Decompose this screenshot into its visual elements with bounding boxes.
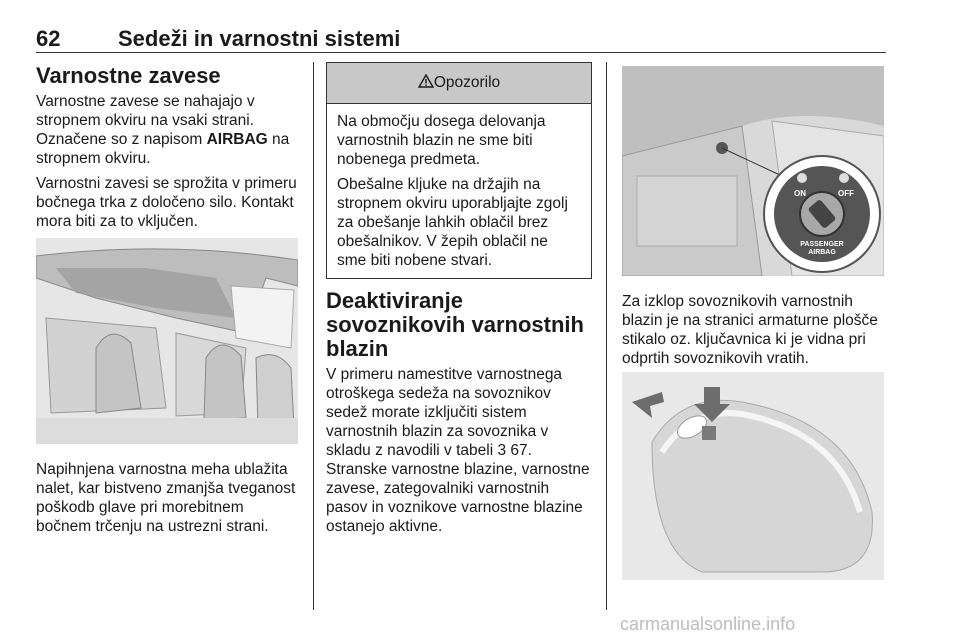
warning-title: Opozorilo [433,74,501,91]
column-2 [326,62,592,542]
warning-paragraph-1: Na območju dosega delovanja varnostnih blazin ne sme biti nobenega predmeta. [337,113,546,168]
column-divider-1 [313,62,314,610]
key-illustration [622,372,884,580]
page-number: 62 [36,26,61,51]
column-1 [36,58,302,237]
warning-triangle-icon [418,74,434,88]
airbag-switch-illustration [622,66,884,276]
switch-airbag-label: AIRBAG [808,249,836,256]
section-heading-curtains: Varnostne zavese [36,63,221,88]
column-3 [622,292,890,374]
paragraph-deactivation: V primeru namestitve varnostnega otroškega sedeža na sovoznikov sedež morate izključiti sistem varnostnih blazin za sovoznika v skladu z navodili v tabeli 3 67. Stranske varnostne blazine, varnostne zavese, zategovalniki varnostnih pasov in voznikove varnostne blazine ostanejo aktivne. [326,366,590,535]
paragraph-curtains-location: Varnostne zavese se nahajajo v stropnem okviru na vsaki strani. Označene so z napisom AIRBAG na stropnem okviru. [36,93,290,167]
illustration-caption: Napihnjena varnostna meha ublažita nalet, kar bistveno zmanjša tveganost poškodb glave pri morebitnem bočnem trčenju na ustrezni strani. [36,461,296,535]
curtain-airbag-illustration [36,238,298,444]
switch-off-label: OFF [838,189,854,198]
paragraph-switch-location: Za izklop sovoznikovih varnostnih blazin je na stranici armaturne plošče stikalo oz. ključavnica ki je vidna pri odprtih sovoznikovih vratih. [622,293,878,367]
switch-passenger-label: PASSENGER [800,241,844,248]
airbag-label: AIRBAG [206,131,268,148]
column-divider-2 [606,62,607,610]
warning-box [326,62,592,279]
caption-block [36,460,302,536]
warning-paragraph-2: Obešalne kljuke na držajih na stropnem okviru uporabljajte zgolj za obešanje lahkih oblačil brez obešalnikov. V žepih oblačil ne sme biti nobene stvari. [337,176,568,269]
switch-on-label: ON [794,189,806,198]
page-title: Sedeži in varnostni sistemi [118,26,401,51]
airbag-on-icon [797,173,807,183]
paragraph-curtains-trigger: Varnostni zavesi se sprožita v primeru bočnega trka z določeno silo. Kontakt mora biti za to vključen. [36,175,297,230]
warning-body [327,104,591,278]
page-reference: 3 67. [497,442,532,459]
airbag-off-icon [839,173,849,183]
section-heading-deactivation: Deaktiviranje sovoznikovih varnostnih blazin [326,288,584,361]
warning-header [327,63,591,104]
watermark: carmanualsonline.info [620,614,796,634]
page-header [36,26,886,53]
